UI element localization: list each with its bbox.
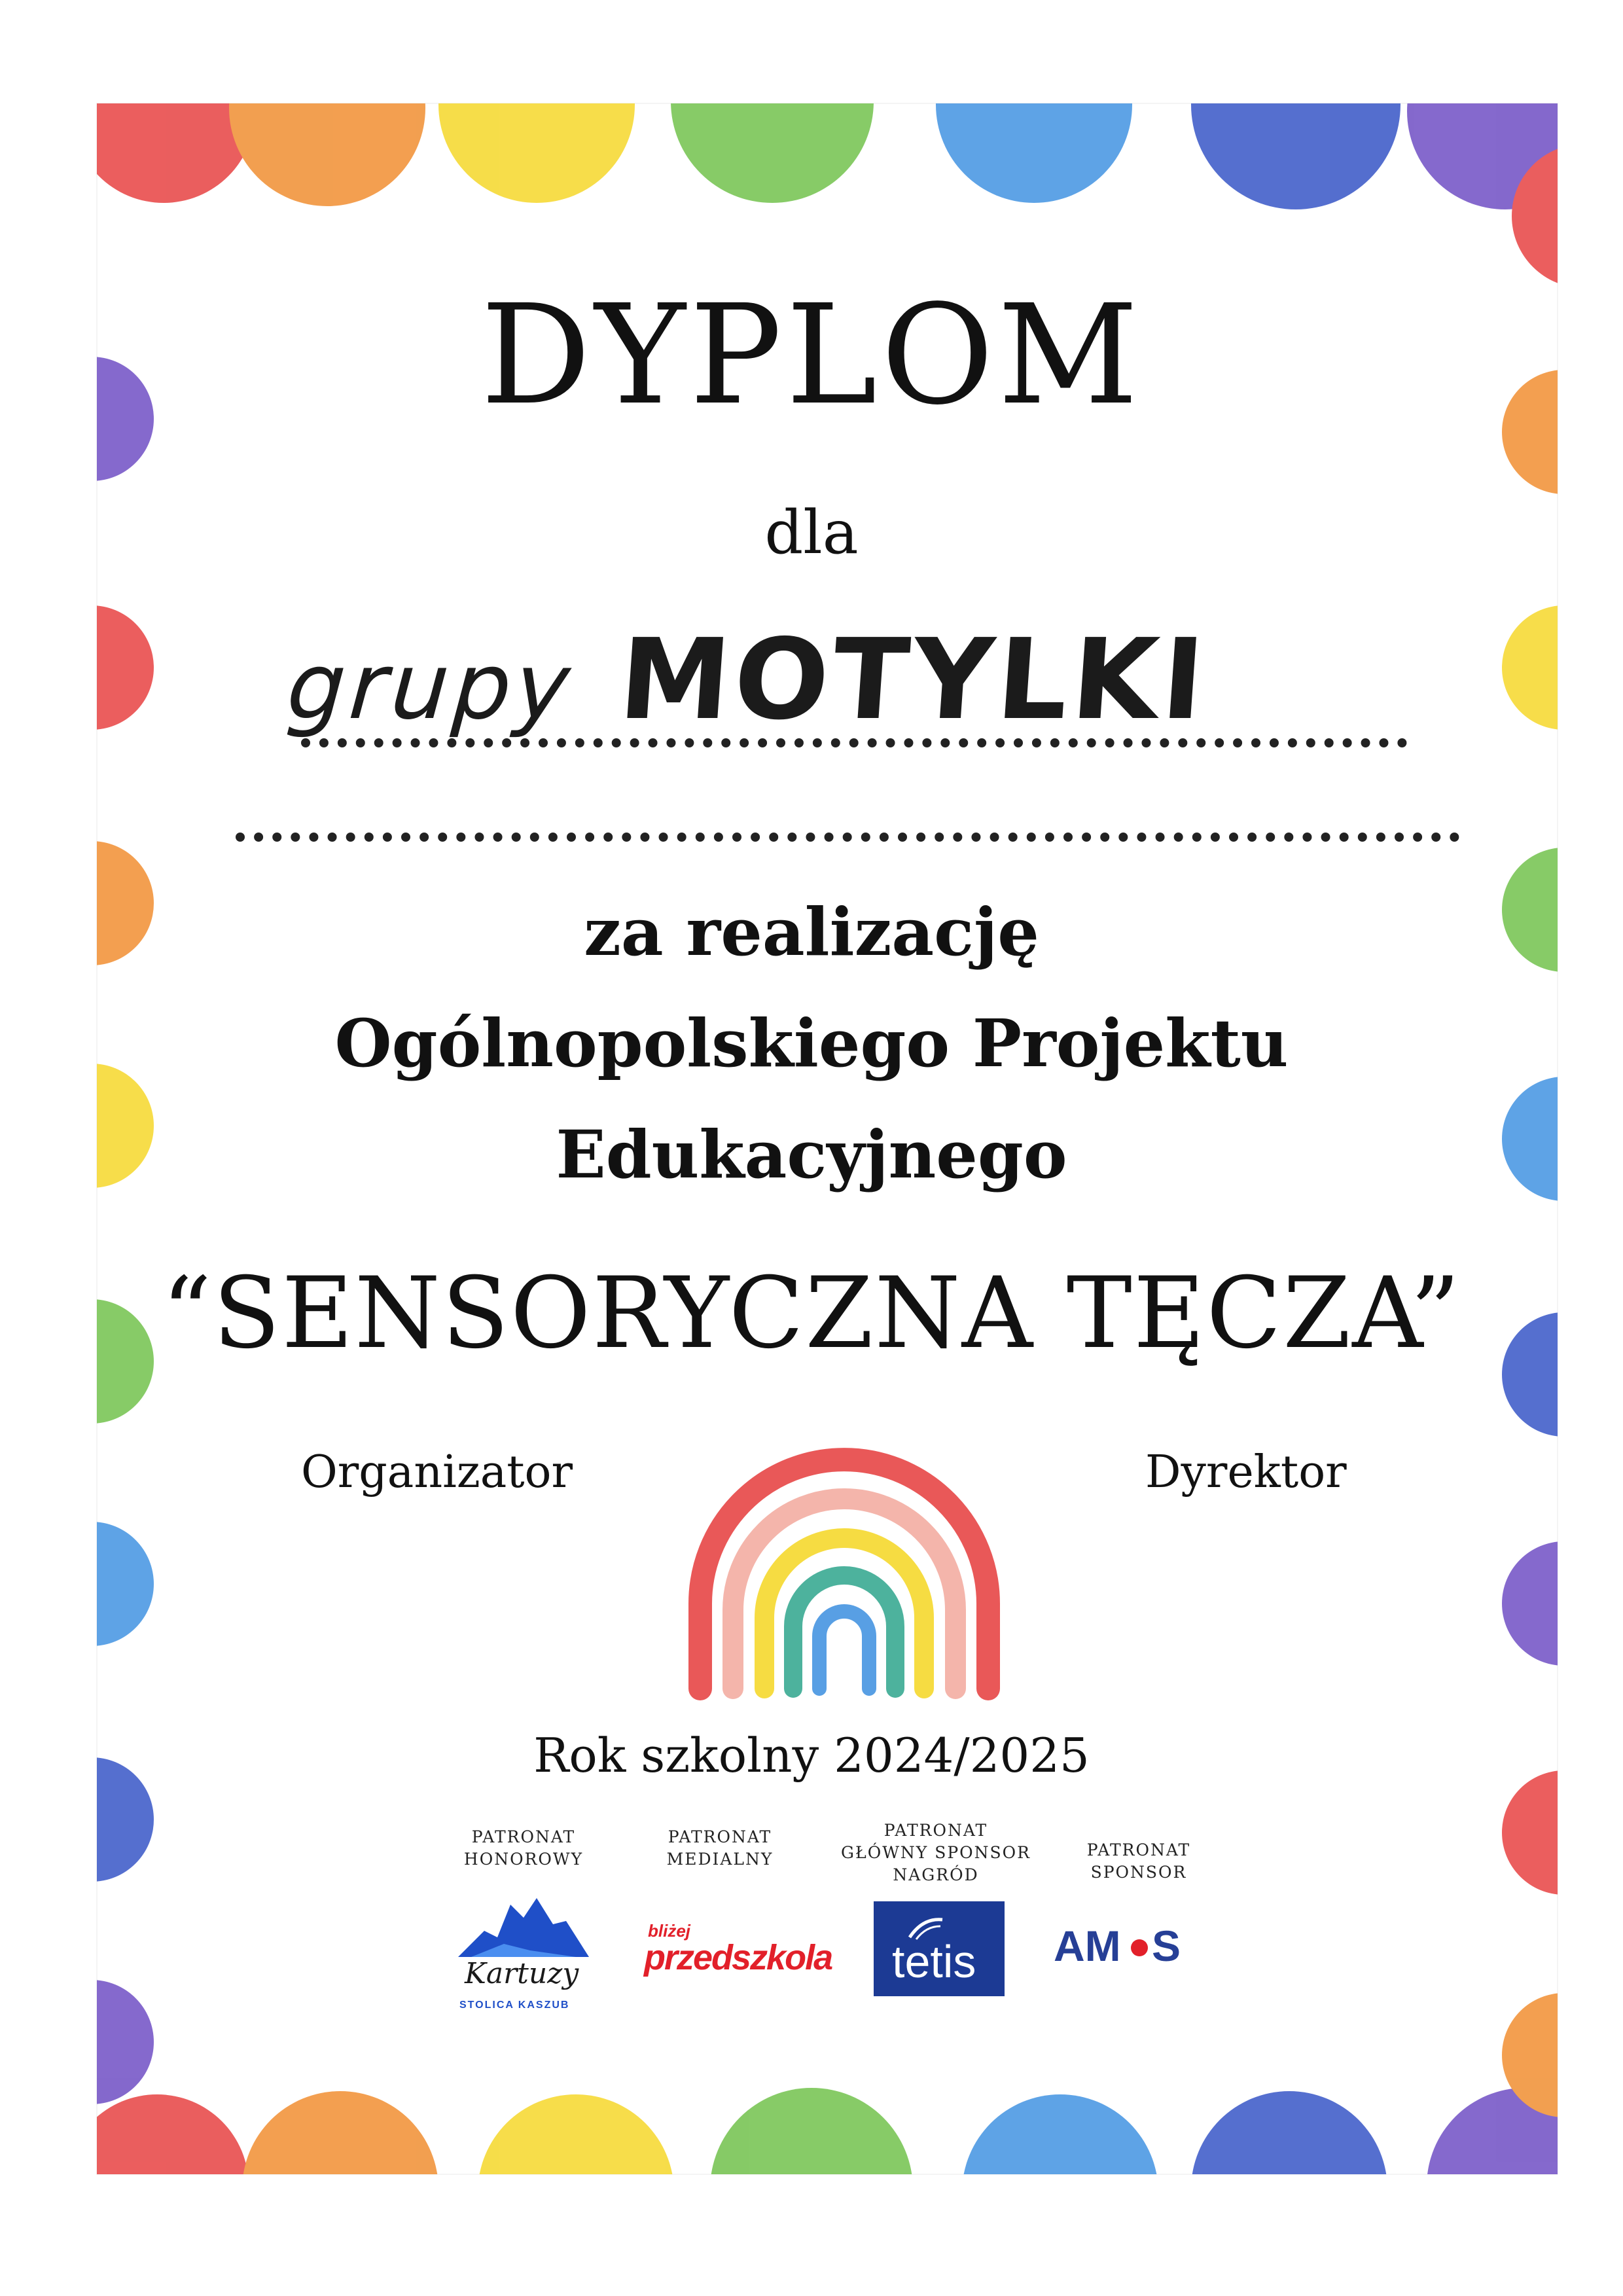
project-name: “SENSORYCZNA TĘCZA” <box>161 1257 1462 1371</box>
dotted-line-1 <box>301 738 1407 747</box>
reason-line-3: Edukacyjnego <box>556 1116 1067 1193</box>
frame-dot <box>1502 1541 1623 1666</box>
recipient-handwriting <box>283 615 1440 772</box>
frame-dot <box>229 10 425 206</box>
reason-line-2: Ogólnopolskiego Projektu <box>334 1005 1289 1082</box>
handwritten-group-name: MOTYLKI <box>615 615 1212 745</box>
school-year: Rok szkolny 2024/2025 <box>533 1728 1090 1783</box>
amos-logo: AM S <box>1054 1922 1181 1970</box>
frame-dot <box>1191 2091 1387 2287</box>
patron-main-sponsor-label: PATRONAT GŁÓWNY SPONSOR NAGRÓD <box>841 1821 1031 1884</box>
tetis-logo: tetis <box>874 1901 1005 1996</box>
frame-dot <box>478 2094 674 2291</box>
frame-dot <box>1502 1993 1623 2117</box>
dotted-line-2 <box>236 833 1459 842</box>
frame-dot <box>1502 1770 1623 1895</box>
frame-dot <box>671 0 874 203</box>
frame-dot <box>29 605 154 730</box>
for-label: dla <box>764 497 859 567</box>
diploma-title: DYPLOM <box>480 275 1143 435</box>
svg-text:Kartuzy: Kartuzy <box>465 1957 579 1990</box>
patron-honorary-label: PATRONAT HONOROWY <box>463 1827 584 1869</box>
svg-text:STOLICA KASZUB: STOLICA KASZUB <box>459 2000 570 2011</box>
handwritten-prefix: grupy <box>283 634 577 740</box>
frame-dot <box>72 20 255 203</box>
frame-dot <box>1407 13 1603 209</box>
frame-dot <box>29 1980 154 2104</box>
blizej-przedszkola-logo: bliżej przedszkola <box>644 1921 832 1977</box>
frame-dot <box>1502 605 1623 730</box>
frame-dot <box>1427 2088 1623 2284</box>
frame-dot <box>242 2091 438 2287</box>
amos-red-dot-icon <box>1131 1939 1148 1956</box>
organizer-signature-label: Organizator <box>301 1446 573 1498</box>
frame-dot <box>936 7 1132 203</box>
director-signature-label: Dyrektor <box>1145 1446 1347 1498</box>
frame-dot <box>1191 0 1400 209</box>
patron-sponsor-label: PATRONAT SPONSOR <box>1086 1840 1191 1882</box>
frame-dot <box>29 1522 154 1646</box>
rainbow-illustration <box>674 1446 1014 1702</box>
patron-media-label: PATRONAT MEDIALNY <box>666 1827 774 1869</box>
frame-dot <box>65 2094 249 2278</box>
reason-line-1: za realizację <box>584 893 1039 971</box>
frame-dot <box>962 2094 1158 2291</box>
kartuzy-logo <box>445 1885 602 2016</box>
frame-dot <box>438 7 635 203</box>
frame-dot <box>710 2088 913 2291</box>
